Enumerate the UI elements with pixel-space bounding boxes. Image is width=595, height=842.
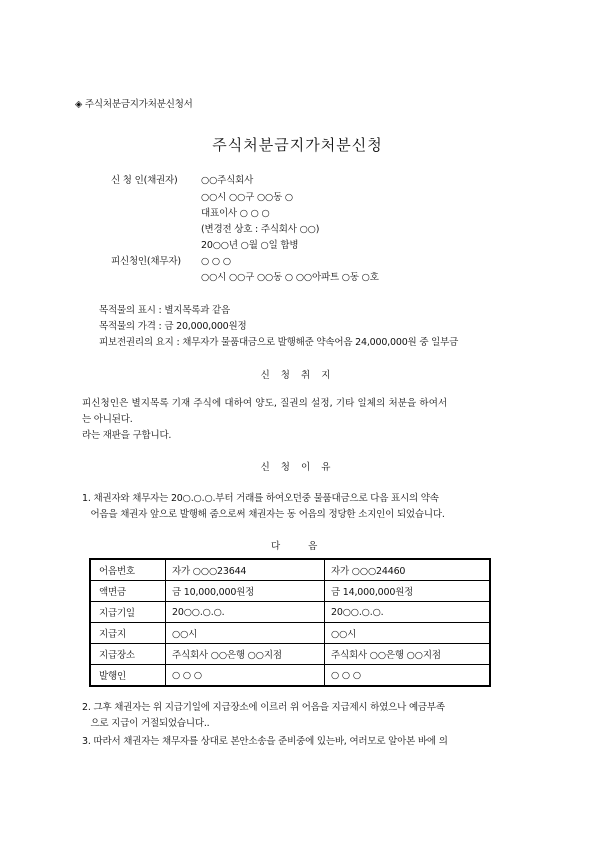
respondent-line: ○○시 ○○구 ○○동 ○ ○○아파트 ○동 ○호 [201, 272, 379, 283]
table-header-cell: 발행인 [90, 665, 166, 687]
table-header-cell: 어음번호 [90, 559, 166, 581]
reason-heading: 신 청 이 유 [260, 462, 335, 473]
respondent-line: ○ ○ ○ [201, 256, 231, 267]
document-title: 주식처분금지가처분신청 [212, 136, 383, 154]
table-cell: 20○○.○.○. [166, 602, 325, 623]
reason-line: 2. 그후 채권자는 위 지급기일에 지급장소에 이르러 위 어음을 지급제시 하였으나 예금부족 [82, 702, 445, 713]
table-cell: ○○시 [166, 623, 325, 644]
applicant-line: ○○주식회사 [201, 175, 254, 186]
table-cell: ○○시 [325, 623, 491, 644]
table-cell: 주식회사 ○○은행 ○○지점 [325, 644, 491, 665]
table-cell: 자가 ○○○23644 [166, 559, 325, 581]
reason-line: 어음을 채권자 앞으로 발행해 줌으로써 채권자는 동 어음의 정당한 소지인이 되었습니다. [82, 509, 445, 520]
object-line: 피보전권리의 요지 : 채무자가 물품대금으로 발행해준 약속어음 24,000,000원 중 일부금 [99, 337, 459, 348]
applicant-line: (변경전 상호 : 주식회사 ○○) [201, 224, 320, 235]
promissory-note-table [89, 558, 491, 687]
table-header-cell: 지급지 [90, 623, 166, 644]
table-header-cell: 지급기일 [90, 602, 166, 623]
object-line: 목적물의 표시 : 별지목록과 같음 [99, 305, 230, 316]
table-cell: 20○○.○.○. [325, 602, 491, 623]
table-row [90, 559, 490, 581]
table-cell: 금 14,000,000원정 [325, 581, 491, 602]
table-header-cell: 지급장소 [90, 644, 166, 665]
table-cell: 자가 ○○○24460 [325, 559, 491, 581]
applicant-line: 20○○년 ○월 ○일 합병 [201, 240, 299, 251]
reason-line: 으로 지급이 거절되었습니다.. [82, 718, 210, 729]
reason-line: 3. 따라서 채권자는 채무자를 상대로 본안소송을 준비중에 있는바, 여러모로 알아본 바에 의 [82, 736, 448, 747]
purpose-line: 라는 재판을 구합니다. [82, 430, 172, 441]
table-cell: ○ ○ ○ [166, 665, 325, 687]
table-caption: 다 음 [271, 541, 318, 552]
table-cell: ○ ○ ○ [325, 665, 491, 687]
reason-line: 1. 채권자와 채무자는 20○.○.○.부터 거래를 하여오던중 물품대금으로 다음 표시의 약속 [82, 493, 439, 504]
purpose-line: 피신청인은 별지목록 기재 주식에 대하여 양도, 질권의 설정, 기타 일체의 처분을 하여서 [82, 398, 448, 409]
respondent-label: 피신청인(채무자) [111, 256, 181, 267]
table-row [90, 665, 490, 687]
purpose-heading: 신 청 취 지 [260, 370, 335, 381]
header-label: ◈ 주식처분금지가처분신청서 [75, 99, 193, 110]
table-row [90, 602, 490, 623]
applicant-label: 신 청 인(채권자) [111, 175, 178, 186]
purpose-line: 는 아니된다. [82, 414, 133, 425]
object-line: 목적물의 가격 : 금 20,000,000원정 [99, 321, 247, 332]
applicant-line: 대표이사 ○ ○ ○ [201, 208, 270, 219]
table-header-cell: 액면금 [90, 581, 166, 602]
table-cell: 주식회사 ○○은행 ○○지점 [166, 644, 325, 665]
table-row [90, 623, 490, 644]
table-row [90, 644, 490, 665]
applicant-line: ○○시 ○○구 ○○동 ○ [201, 192, 294, 203]
table-row [90, 581, 490, 602]
table-cell: 금 10,000,000원정 [166, 581, 325, 602]
